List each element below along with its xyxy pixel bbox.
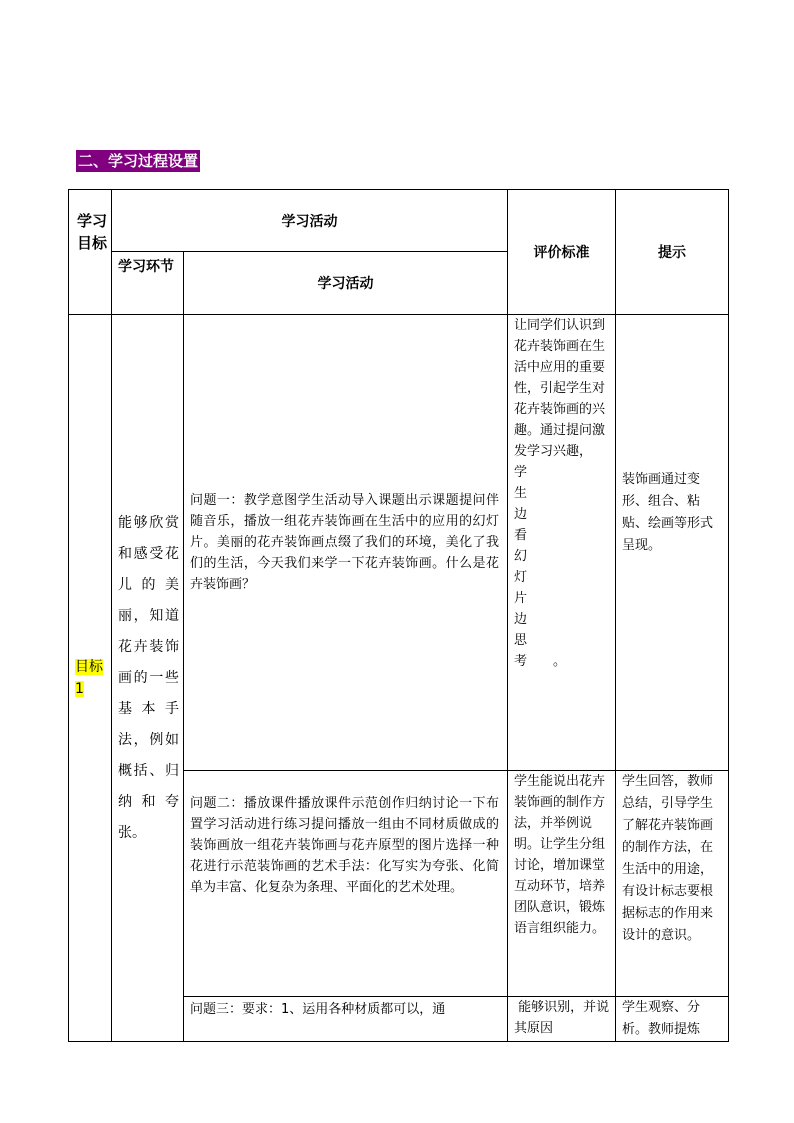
evaluation-header: 评价标准 (508, 190, 616, 315)
activity-cell: 问题一：教学意图学生活动导入课题出示课题提问伴随音乐，播放一组花卉装饰画在生活中的应用的幻灯片。美丽的花卉装饰画点缀了我们的环境，美化了我们的生活，今天我们来学一下花卉装饰画。什么是花卉装饰画？ (184, 315, 508, 771)
hint-cell: 学生观察、分析。教师提炼 (616, 997, 729, 1042)
activity-header: 学习活动 (184, 252, 508, 315)
goal-cell (69, 315, 112, 1042)
goal-header: 学习目标 (69, 190, 112, 315)
evaluation-cell: 能够识别，并说其原因 (508, 997, 616, 1042)
segment-header: 学习环节 (112, 252, 184, 315)
table-row (69, 315, 729, 771)
goal-label: 目标1 (75, 659, 103, 697)
activity-group-header: 学习活动 (112, 190, 508, 252)
evaluation-cell: 学生能说出花卉装饰画的制作方法，并举例说明。让学生分组讨论，增加课堂互动环节，培养团队意识，锻炼语言组织能力。 (508, 771, 616, 997)
evaluation-cell: 让同学们认识到花卉装饰画在生活中应用的重要性，引起学生对花卉装饰画的兴趣。通过提问激发学习兴趣， 学 生 边 看 幻 灯 片 边 思 考 。 (508, 315, 616, 771)
activity-cell: 问题三：要求：1、运用各种材质都可以，通 (184, 997, 508, 1042)
learning-process-table (68, 189, 729, 1042)
hint-cell (616, 315, 729, 771)
table-header-row (69, 190, 729, 252)
hint-cell: 学生回答，教师总结，引导学生了解花卉装饰画的制作方法，在生活中的用途，有设计标志要根据标志的作用来设计的意识。 (616, 771, 729, 997)
hint-text: 装饰画通过变形、组合、粘贴、绘画等形式呈现。 (622, 471, 714, 553)
activity-cell: 问题二：播放课件播放课件示范创作归纳讨论一下布置学习活动进行练习提问播放一组由不同材质做成的装饰画放一组花卉装饰画与花卉原型的图片选择一种花进行示范装饰画的艺术手法：化写实为夸张、化简单为丰富、化复杂为条理、平面化的艺术处理。 (184, 771, 508, 997)
hint-header: 提示 (616, 190, 729, 315)
section-heading: 二、学习过程设置 (78, 152, 199, 170)
segment-cell: 能够欣赏和感受花儿的美丽，知道花卉装饰画的一些基本手法，例如概括、归纳和夸张。 (112, 315, 184, 1042)
